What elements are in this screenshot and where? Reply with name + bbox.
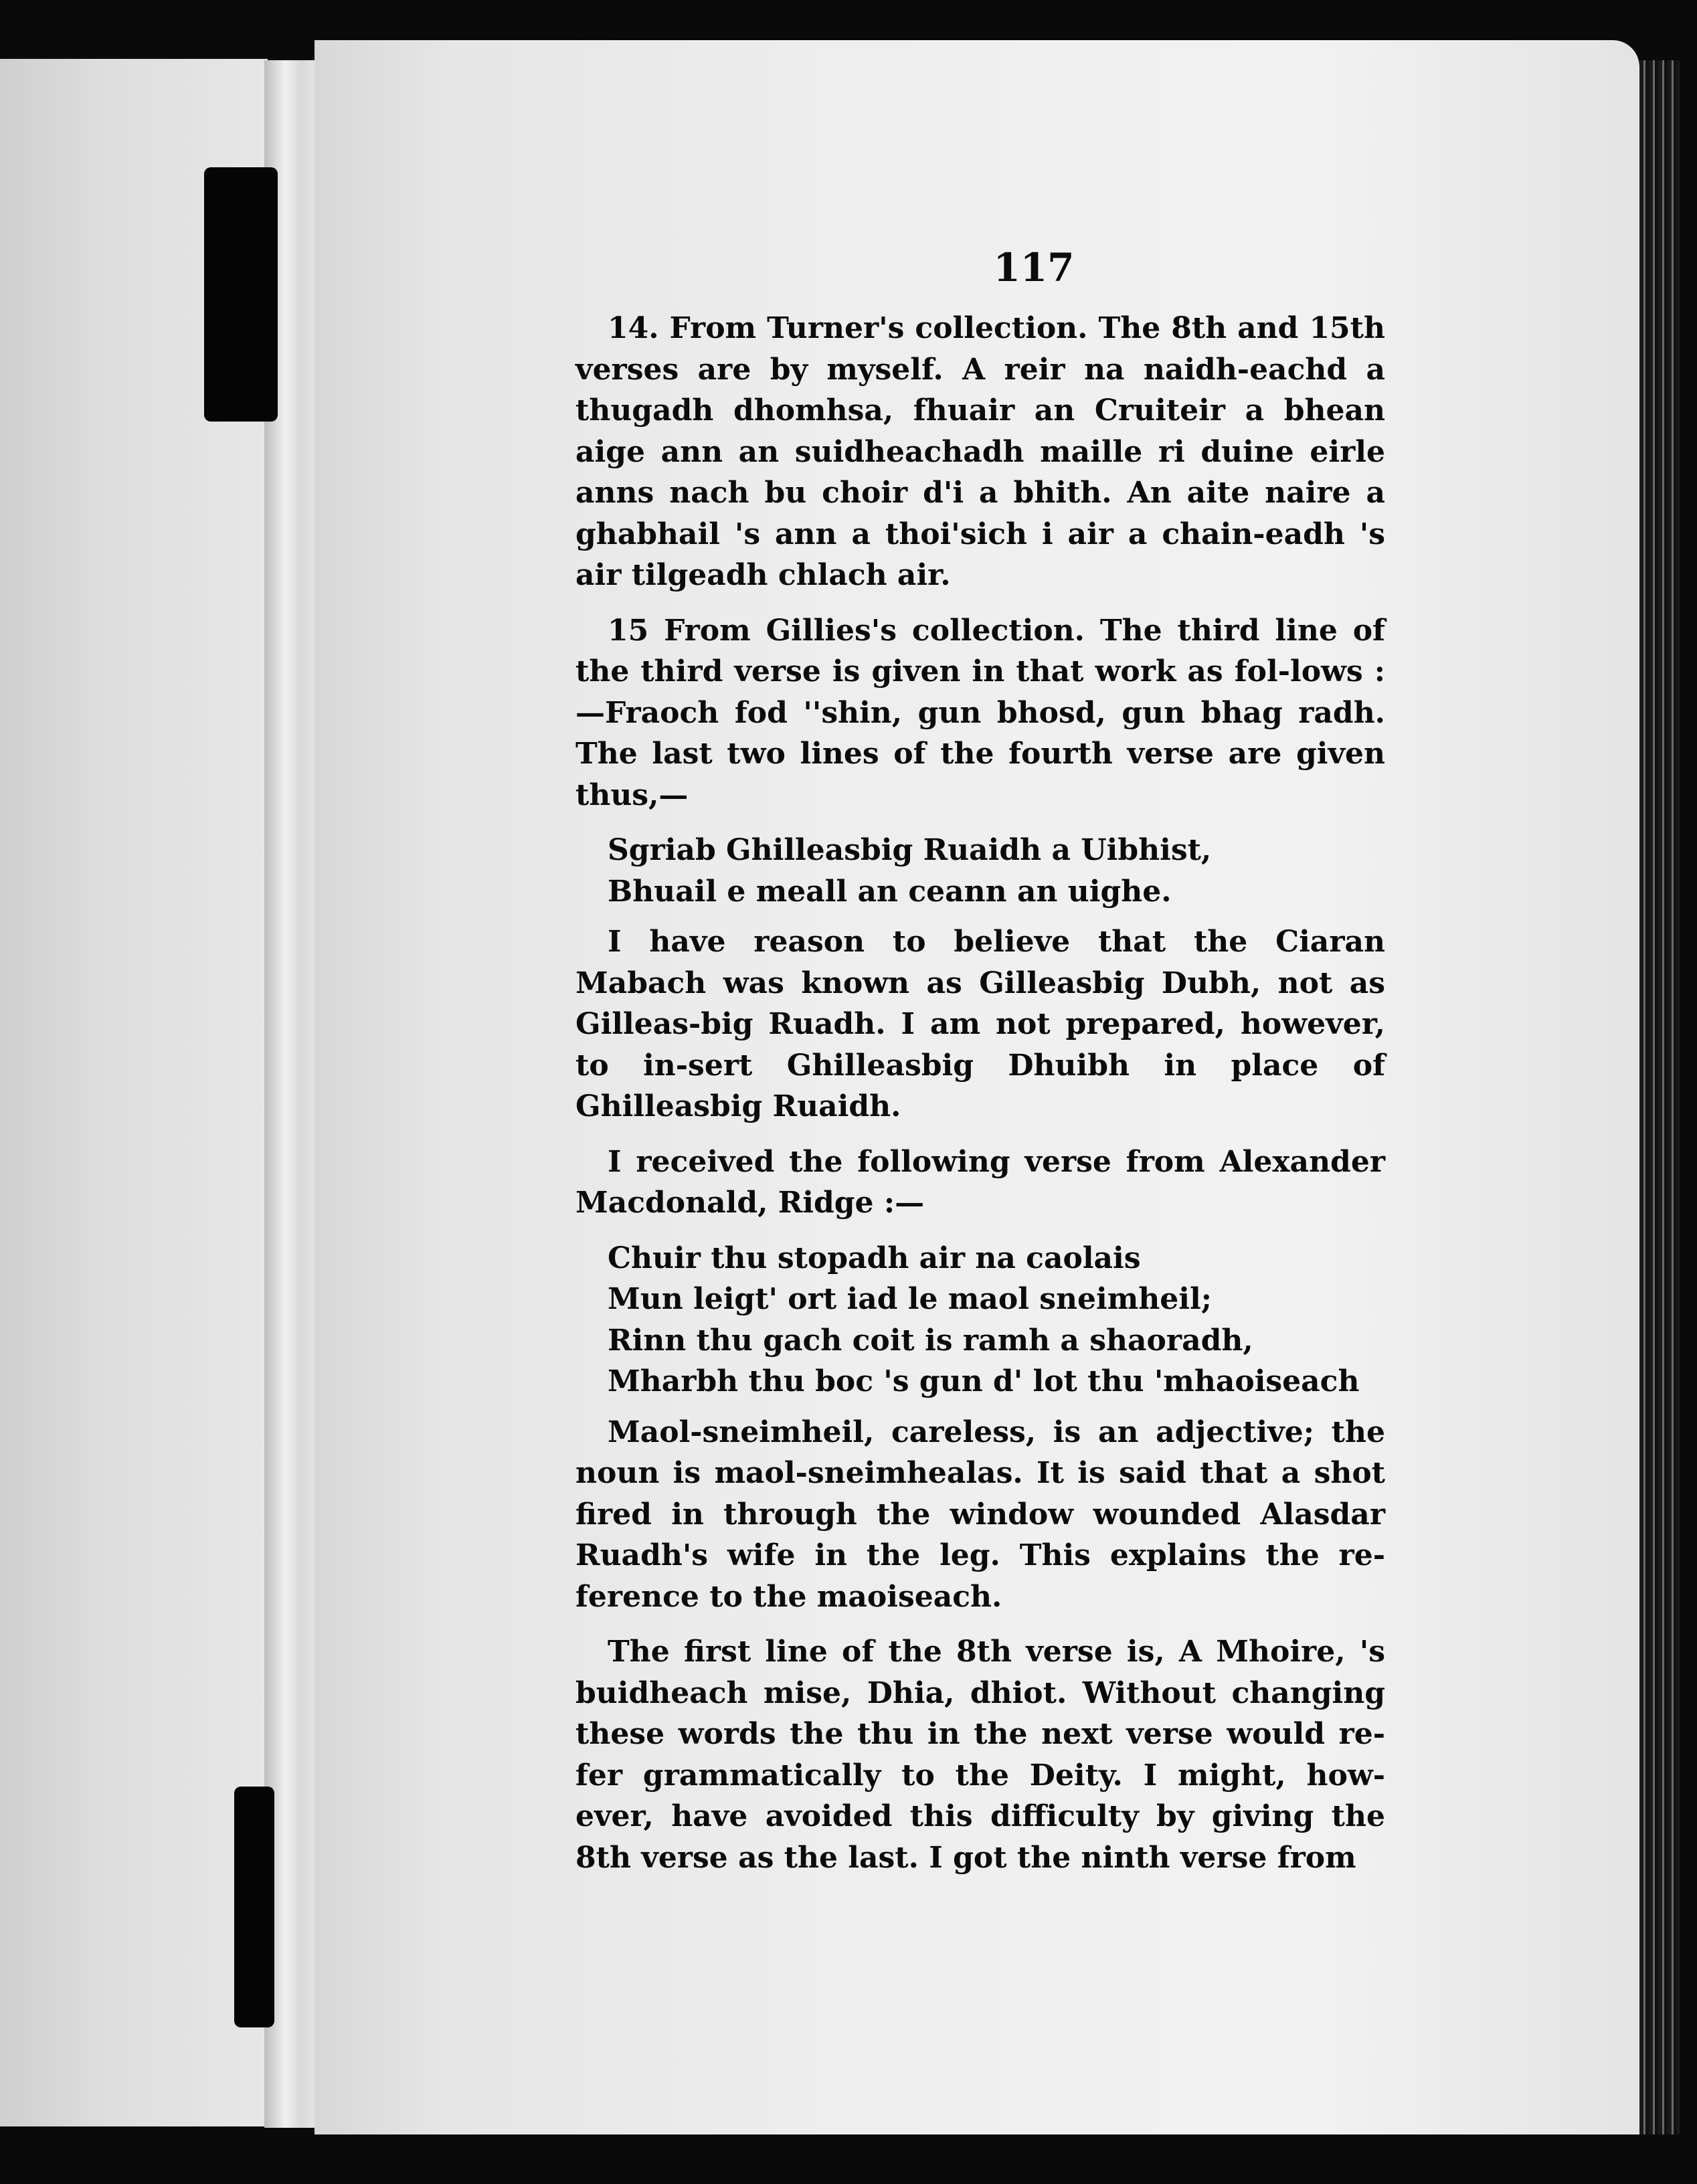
page-number: 117 bbox=[993, 245, 1075, 290]
verse-line: Bhuail e meall an ceann an uighe. bbox=[608, 874, 1172, 909]
page-edge-stack bbox=[1639, 60, 1680, 2134]
page-text bbox=[575, 241, 1385, 1892]
verse-line: Sgriab Ghilleasbig Ruaidh a Uibhist, bbox=[608, 833, 1212, 867]
verse-line: Chuir thu stopadh air na caolais bbox=[608, 1241, 1141, 1275]
ciaran-mabach-paragraph: I have reason to believe that the Ciaran Mabach was known as Gilleasbig Dubh, not as Gilleas-big Ruadh. I am not prepared, however, to in-sert Ghilleasbig Dhuibh in place of Ghilleasbig Ruaidh. bbox=[575, 925, 1385, 1123]
quoted-verse-gillies bbox=[608, 830, 1385, 912]
gutter-stain-top bbox=[204, 167, 278, 422]
eighth-verse-paragraph: The first line of the 8th verse is, A Mhoire, 's buidheach mise, Dhia, dhiot. Without changing these words the thu in the next verse would re-fer grammatically to the Deity. I might, how-ever, have avoided this difficulty by giving the 8th verse as the last. I got the ninth verse from bbox=[575, 1635, 1385, 1875]
verse-line: Mharbh thu boc 's gun d' lot thu 'mhaoiseach bbox=[608, 1364, 1360, 1398]
macdonald-intro-paragraph: I received the following verse from Alexander Macdonald, Ridge :— bbox=[575, 1144, 1385, 1220]
quoted-verse-macdonald bbox=[608, 1238, 1385, 1402]
verse-line: Mun leigt' ort iad le maol sneimheil; bbox=[608, 1282, 1212, 1316]
note-14-paragraph: 14. From Turner's collection. The 8th and 15th verses are by myself. A reir na naidh-eachd a thugadh dhomhsa, fhuair an Cruiteir a bhean aige ann an suidheachadh maille ri duine eirle anns nach bu choir d'i a bhith. An aite naire a ghabhail 's ann a thoi'sich i air a chain-eadh 's air tilgeadh chlach air. bbox=[575, 311, 1385, 592]
verse-line: Rinn thu gach coit is ramh a shaoradh, bbox=[608, 1323, 1253, 1358]
maol-sneimheil-paragraph: Maol-sneimheil, careless, is an adjective; the noun is maol-sneimhealas. It is said that a shot fired in through the window wounded Alasdar Ruadh's wife in the leg. This explains the re-ference to the maoiseach. bbox=[575, 1415, 1385, 1614]
gutter-stain-bottom bbox=[234, 1787, 274, 2027]
note-15-paragraph: 15 From Gillies's collection. The third line of the third verse is given in that work as fol-lows :—Fraoch fod ''shin, gun bhosd, gun bhag radh. The last two lines of the fourth verse are given thus,— bbox=[575, 613, 1385, 812]
